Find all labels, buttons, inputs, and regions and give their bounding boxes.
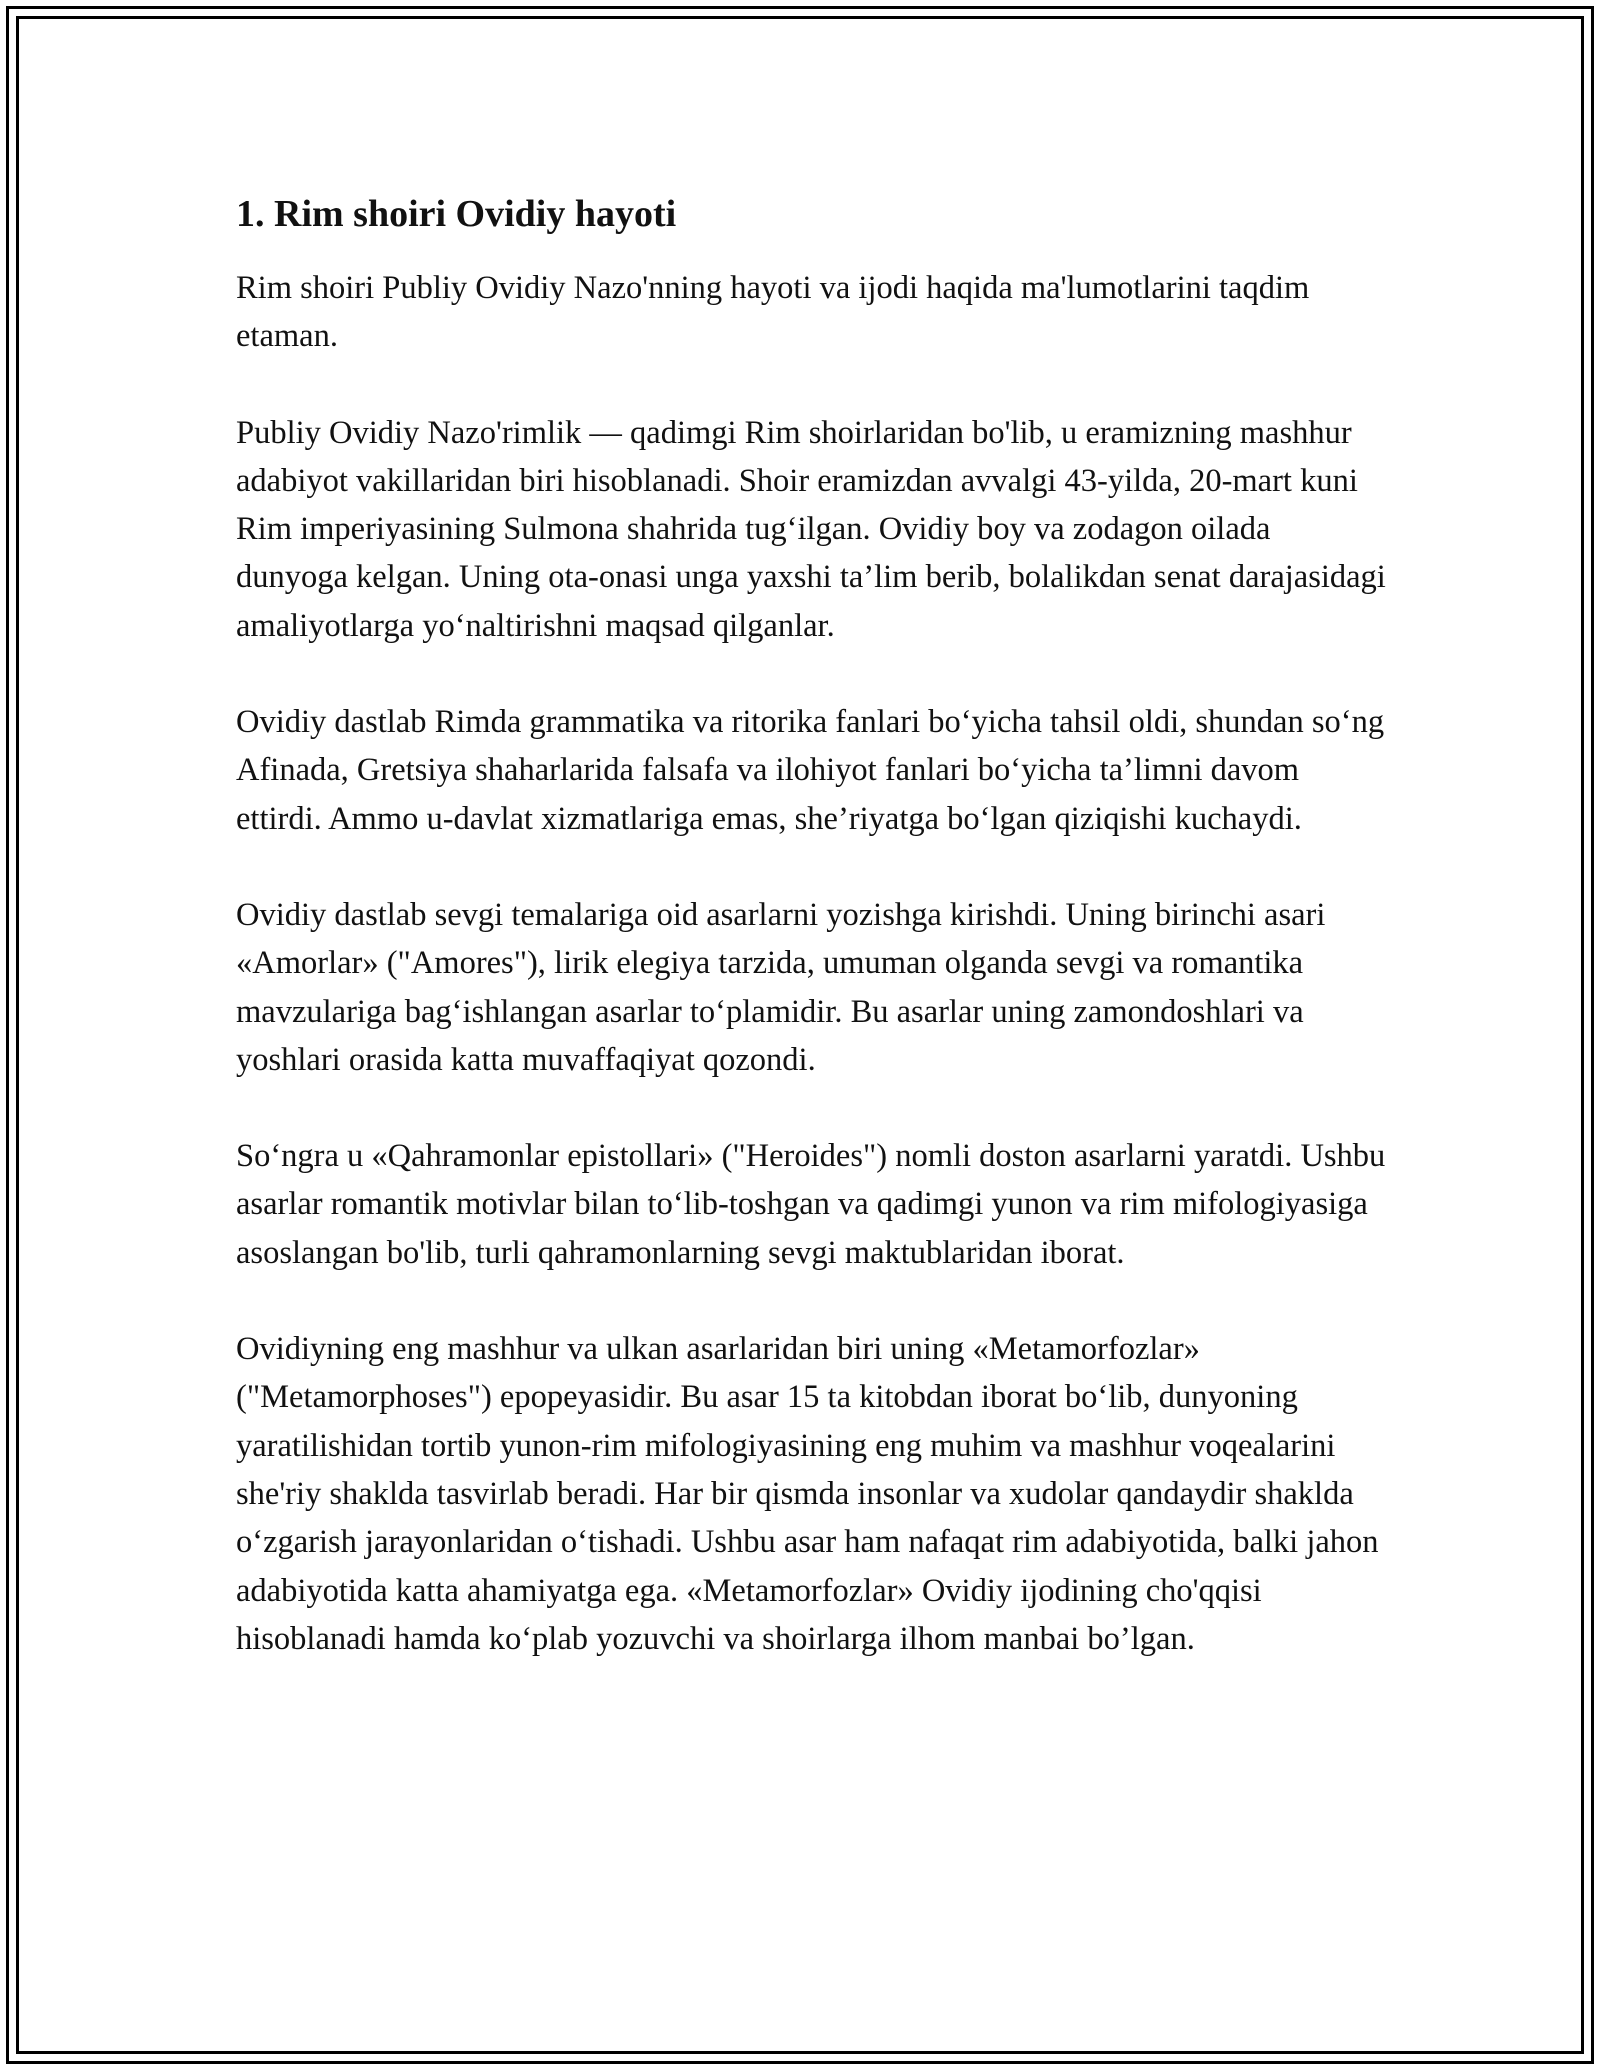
document-body <box>236 190 1386 1711</box>
paragraph-intro: Rim shoiri Publiy Ovidiy Nazo'nning hayoti va ijodi haqida ma'lumotlarini taqdim etaman. <box>236 270 1310 355</box>
paragraph-metamorphoses: Ovidiyning eng mashhur va ulkan asarlaridan biri uning «Metamorfozlar» ("Metamorphoses") epopeyasidir. Bu asar 15 ta kitobdan iborat bo‘lib, dunyoning yaratilishidan tortib yunon-rim mifologiyasining eng muhim va mashhur voqealarini she'riy shaklda tasvirlab beradi. Har bir qismda insonlar va xudolar qandaydir shaklda o‘zgarish jarayonlaridan o‘tishadi. Ushbu asar ham nafaqat rim adabiyotida, balki jahon adabiyotida katta ahamiyatga ega. «Metamorfozlar» Ovidiy ijodining cho'qqisi hisoblanadi hamda ko‘plab yozuvchi va shoirlarga ilhom manbai bo’lgan. <box>236 1331 1379 1657</box>
paragraph-heroides: So‘ngra u «Qahramonlar epistollari» ("Heroides") nomli doston asarlarni yaratdi. Ushbu asarlar romantik motivlar bilan to‘lib-toshgan va qadimgi yunon va rim mifologiyasiga asoslangan bo'lib, turli qahramonlarning sevgi maktublaridan iborat. <box>236 1138 1386 1271</box>
document-title: 1. Rim shoiri Ovidiy hayoti <box>236 193 677 235</box>
paragraph-amores: Ovidiy dastlab sevgi temalariga oid asarlarni yozishga kirishdi. Uning birinchi asari «Amorlar» ("Amores"), lirik elegiya tarzida, umuman olganda sevgi va romantika mavzulariga bag‘ishlangan asarlar to‘plamidir. Bu asarlar uning zamondoshlari va yoshlari orasida katta muvaffaqiyat qozondi. <box>236 896 1326 1078</box>
paragraph-birth: Publiy Ovidiy Nazo'rimlik — qadimgi Rim shoirlaridan bo'lib, u eramizning mashhur adabiyot vakillaridan biri hisoblanadi. Shoir eramizdan avvalgi 43-yilda, 20-mart kuni Rim imperiyasining Sulmona shahrida tug‘ilgan. Ovidiy boy va zodagon oilada dunyoga kelgan. Uning ota-onasi unga yaxshi ta’lim berib, bolalikdan senat darajasidagi amaliyotlarga yo‘naltirishni maqsad qilganlar. <box>236 414 1386 644</box>
paragraph-education: Ovidiy dastlab Rimda grammatika va ritorika fanlari bo‘yicha tahsil oldi, shundan so‘ng Afinada, Gretsiya shaharlarida falsafa va ilohiyot fanlari bo‘yicha ta’limni davom ettirdi. Ammo u-davlat xizmatlariga emas, she’riyatga bo‘lgan qiziqishi kuchaydi. <box>236 704 1385 837</box>
